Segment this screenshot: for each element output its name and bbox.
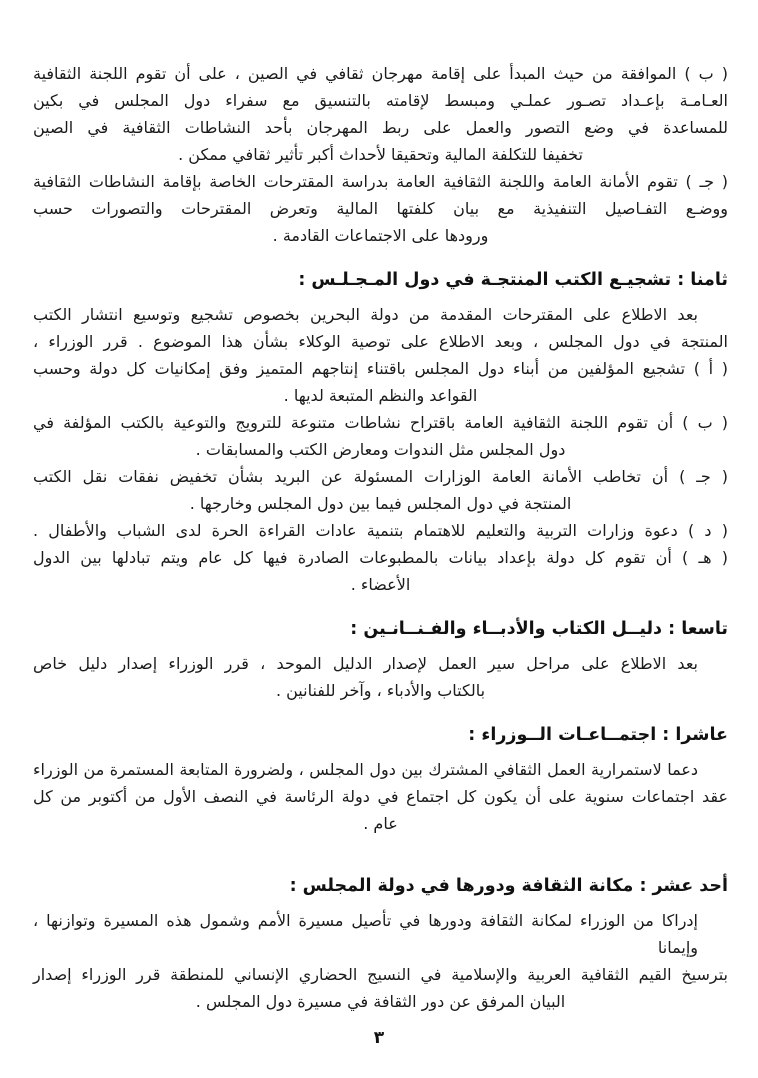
item-marker: ( أ ) bbox=[685, 359, 728, 378]
paragraph bbox=[33, 301, 728, 355]
item-marker: ( ب ) bbox=[673, 413, 729, 432]
list-item bbox=[33, 517, 728, 544]
list-item bbox=[33, 60, 728, 168]
text-line: ( د ) دعوة وزارات التربية والتعليم للاهتمام بتنمية عادات القراءة الحرة لدى الشباب والأطفال . bbox=[33, 521, 728, 540]
text-line: ( جـ ) تقوم الأمانة العامة واللجنة الثقافية العامة بدراسة المقترحات الخاصة بإقامة النشاطات الثقافية bbox=[33, 172, 728, 191]
text-line: المنتجة في دول المجلس ، وبعد الاطلاع على توصية الوكلاء بشأن هذا الموضوع . قرر الوزراء ، bbox=[33, 332, 728, 351]
text-line: ( ب ) أن تقوم اللجنة الثقافية العامة باقتراح نشاطات متنوعة للترويج والتوعية بالكتب المؤلفة في bbox=[33, 413, 729, 432]
item-marker: ( ب ) bbox=[676, 64, 728, 83]
section-heading: عاشرا : اجتمــاعـات الــوزراء : bbox=[468, 725, 728, 745]
text-line: ووضـع التفـاصيل التنفيذية مع بيان كلفتها المالية وتعرض المقترحات والتصورات حسب bbox=[33, 199, 728, 218]
text-line: ( جـ ) أن تخاطب الأمانة العامة الوزارات المسئولة عن البريد بشأن تخفيض نفقات نقل الكتب bbox=[33, 467, 729, 486]
text-line: بالكتاب والأدباء ، وآخر للفنانين . bbox=[275, 681, 486, 700]
text-line: المنتجة في دول المجلس فيما بين دول المجلس وخارجها . bbox=[189, 494, 572, 513]
text-line: ( أ ) تشجيع المؤلفين من أبناء دول المجلس باقتناء إنتاجهم المتميز وفق إمكانيات كل دولة وحسب bbox=[33, 359, 728, 378]
list-item bbox=[33, 544, 728, 598]
text-line: دعما لاستمرارية العمل الثقافي المشترك بين دول المجلس ، ولضرورة المتابعة المستمرة من الوزراء bbox=[33, 760, 698, 779]
text-line: عقد اجتماعات سنوية على أن يكون كل اجتماع في دولة الرئاسة في النصف الأول من أكتوبر من كل bbox=[33, 787, 728, 806]
item-marker: ( جـ ) bbox=[677, 172, 728, 191]
list-item bbox=[33, 355, 728, 409]
paragraph bbox=[33, 650, 728, 704]
text-line: ورودها على الاجتماعات القادمة . bbox=[272, 226, 489, 245]
item-marker: ( جـ ) bbox=[668, 467, 729, 486]
list-item bbox=[33, 168, 728, 249]
text-line: ( هـ ) أن تقوم كل دولة بإعداد بيانات بالمطبوعات الصادرة فيها كل عام ويتم تبادلها بين الدول bbox=[33, 548, 729, 567]
text-line: بعد الاطلاع على المقترحات المقدمة من دولة البحرين بخصوص تشجيع وتوسيع انتشار الكتب bbox=[33, 305, 698, 324]
item-marker: ( هـ ) bbox=[671, 548, 729, 567]
text-line: العـامـة بإعـداد تصـور عملـي ومبسط لإقامته بالتنسيق مع سفراء دول المجلس في بكين bbox=[33, 91, 728, 110]
text-line: البيان المرفق عن دور الثقافة في مسيرة دول المجلس . bbox=[195, 992, 566, 1011]
document-content bbox=[33, 60, 728, 1015]
text-line: بعد الاطلاع على مراحل سير العمل لإصدار الدليل الموحد ، قرر الوزراء إصدار دليل خاص bbox=[33, 654, 698, 673]
paragraph bbox=[33, 907, 728, 1015]
text-line: ( ب ) الموافقة من حيث المبدأ على إقامة مهرجان ثقافي في الصين ، على أن تقوم اللجنة الثقافية bbox=[33, 64, 728, 83]
text-line: عام . bbox=[363, 814, 398, 833]
text-line: تخفيفا للتكلفة المالية وتحقيقا لأحداث أكبر تأثير ثقافي ممكن . bbox=[178, 145, 583, 164]
text-line: القواعد والنظم المتبعة لديها . bbox=[283, 386, 478, 405]
item-marker: ( د ) bbox=[677, 521, 728, 540]
text-line: دول المجلس مثل الندوات ومعارض الكتب والمسابقات . bbox=[195, 440, 566, 459]
list-item bbox=[33, 409, 728, 463]
list-item bbox=[33, 463, 728, 517]
text-line: للمساعدة في وضع التصور والعمل على ربط المهرجان بأحد النشاطات الثقافية في الصين bbox=[33, 118, 728, 137]
text-line: إدراكا من الوزراء لمكانة الثقافة ودورها في تأصيل مسيرة الأمم وشمول هذه المسيرة وتوازنها ، وإيمانا bbox=[33, 911, 698, 957]
text-line: بترسيخ القيم الثقافية العربية والإسلامية في النسيج الحضاري الإنساني للمنطقة قرر الوزراء إصدار bbox=[33, 965, 728, 984]
section-heading: أحد عشر : مكانة الثقافة ودورها في دولة المجلس : bbox=[289, 876, 728, 896]
page-number: ٣ bbox=[373, 1028, 385, 1048]
text-line: الأعضاء . bbox=[350, 575, 411, 594]
section-heading: ثامنا : تشجيـع الكتب المنتجـة في دول المـجـلـس : bbox=[298, 270, 728, 290]
paragraph bbox=[33, 756, 728, 837]
section-heading: تاسعا : دليــل الكتاب والأدبــاء والفـنــانـين : bbox=[350, 619, 728, 639]
